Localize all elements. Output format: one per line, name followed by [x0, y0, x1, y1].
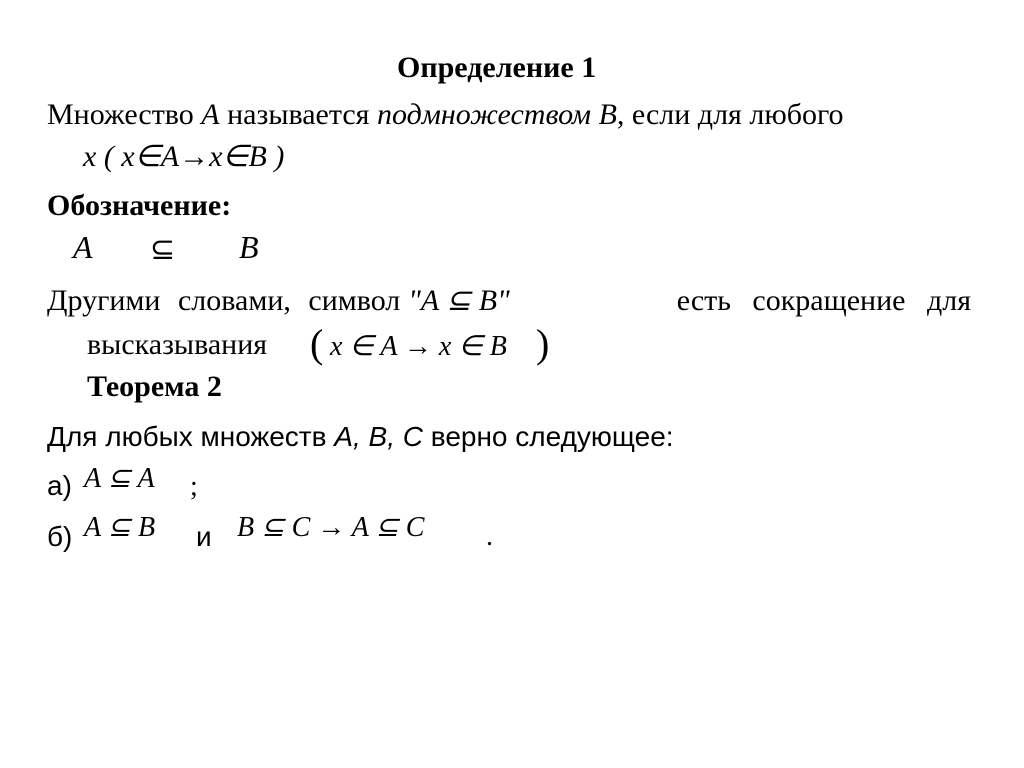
definition-formula: x ( x∈A→x∈B ): [83, 140, 285, 173]
item-a-label: а): [47, 470, 72, 501]
paragraph-expression: x ∈ A → x ∈ B: [330, 331, 507, 362]
theorem-title: Теорема 2: [87, 370, 222, 403]
paragraph-text-post: есть сокращение для: [676, 284, 971, 317]
notation-left-set: A: [73, 229, 93, 265]
notation-right-set: B: [239, 229, 259, 265]
paragraph-line-2-label: высказывания: [87, 328, 268, 361]
item-b-conjunction: и: [196, 521, 212, 552]
paren-close: ): [536, 321, 550, 366]
definition-text-post: , если для любого: [616, 98, 844, 131]
definition-line-1: [47, 97, 844, 133]
theorem-statement: [47, 420, 674, 454]
paragraph-symbol: "A ⊆ B": [408, 284, 510, 317]
definition-title: Определение 1: [397, 51, 597, 84]
item-b-expression-2: B ⊆ C → A ⊆ C: [237, 512, 425, 543]
paragraph-text-pre: Другими словами, символ: [47, 284, 401, 317]
item-a-end: ;: [190, 471, 198, 502]
item-b-end: .: [486, 521, 493, 552]
theorem-vars: A, B, C: [334, 421, 423, 452]
theorem-text-post: верно следующее:: [422, 421, 674, 452]
subset-symbol: ⊆: [150, 233, 176, 266]
item-b-label: б): [47, 521, 73, 552]
definition-term: подмножеством B: [376, 98, 617, 131]
definition-text-mid: называется: [219, 98, 377, 131]
item-b-expression-1: A ⊆ B: [84, 512, 156, 543]
item-a-expression: A ⊆ A: [84, 463, 155, 494]
paren-open: (: [310, 321, 324, 366]
notation-label: Обозначение:: [47, 189, 232, 222]
paragraph-line-1: [47, 283, 971, 319]
theorem-text-pre: Для любых множеств: [47, 421, 335, 452]
definition-set-a: A: [201, 98, 220, 131]
definition-text-pre: Множество: [47, 98, 202, 131]
